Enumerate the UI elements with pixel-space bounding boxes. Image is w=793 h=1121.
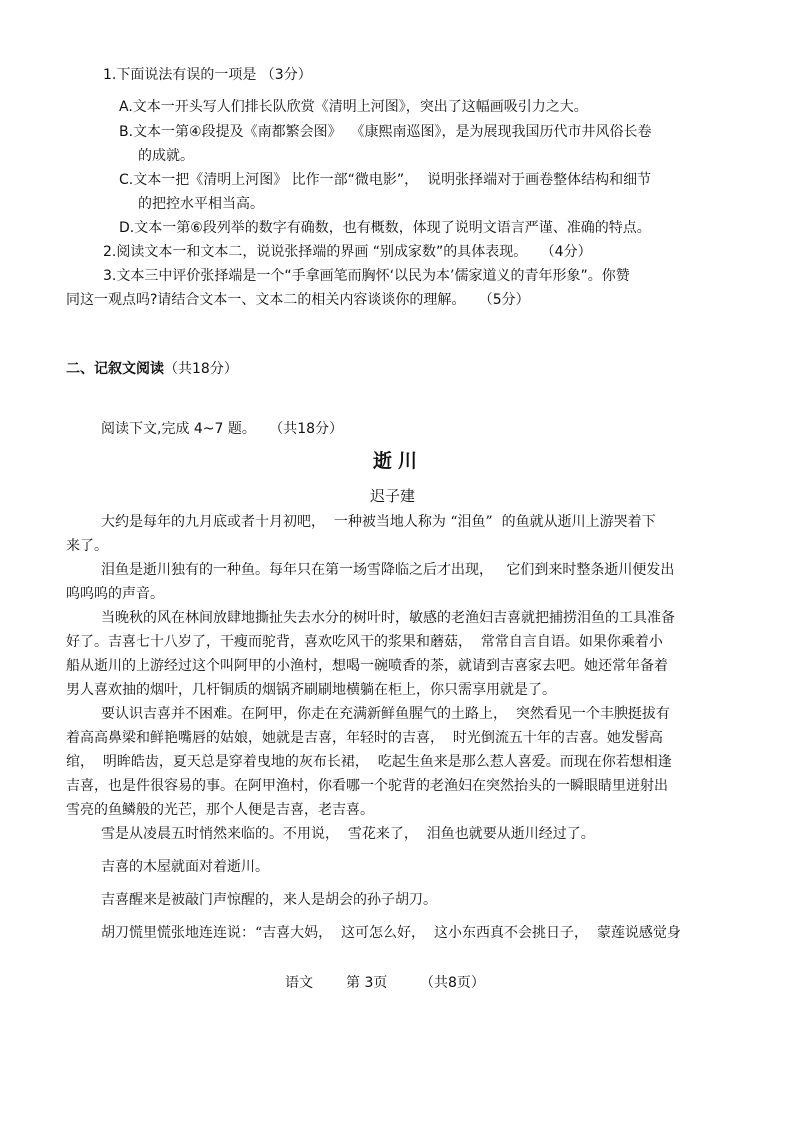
option-c-cont: 的把控水平相当高。 (138, 196, 264, 212)
story-line: 吉喜的木屋就面对着逝川。 (101, 859, 269, 875)
story-line: 好了。吉喜七十八岁了，干瘦而驼背，喜欢吃风干的浆果和蘑菇， 常常自言自语。如果你乘着小 (66, 634, 663, 650)
section-score: （共18分） (164, 361, 238, 377)
option-c: C.文本一把《清明上河图》 比作一部“微电影”， 说明张择端对于画卷整体结构和细节 (119, 172, 652, 188)
story-line: 胡刀慌里慌张地连连说：“吉喜大妈， 这可怎么好， 这小东西真不会挑日子， 蒙莲说感觉身 (101, 925, 681, 941)
footer-total: （共8页） (420, 975, 485, 991)
story-line: 吉喜，也是件很容易的事。在阿甲渔村，你看哪一个驼背的老渔妇在突然抬头的一瞬眼睛里迸射出 (66, 778, 668, 794)
option-d: D.文本一第⑥段列举的数字有确数，也有概数，体现了说明文语言严谨、准确的特点。 (119, 220, 651, 236)
section-title: 二、记叙文阅读 (66, 361, 164, 377)
option-b: B.文本一第④段提及《南都繁会图》 《康熙南巡图》，是为展现我国历代市井风俗长卷 (119, 124, 652, 140)
story-line: 吉喜醒来是被敲门声惊醒的，来人是胡会的孙子胡刀。 (101, 892, 437, 908)
option-b-cont: 的成就。 (138, 148, 194, 164)
question-2: 2.阅读文本一和文本二，说说张择端的界画 “别成家数”的具体表现。 （4分） (103, 244, 592, 260)
story-line: 雪是从凌晨五时悄然来临的。不用说， 雪花来了， 泪鱼也就要从逝川经过了。 (101, 826, 595, 842)
story-line: 泪鱼是逝川独有的一种鱼。每年只在第一场雪降临之后才出现， 它们到来时整条逝川便发出 (101, 562, 675, 578)
section-instruction: 阅读下文,完成 4~7 题。 （共18分） (101, 421, 344, 437)
footer-subject: 语文 (285, 975, 313, 991)
story-line: 绾， 明眸皓齿，夏天总是穿着曳地的灰布长裙， 吃起生鱼来是那么惹人喜爱。而现在你若想相逢 (66, 754, 672, 770)
question-1: 1.下面说法有误的一项是 （3分） (103, 67, 312, 83)
question-3: 3.文本三中评价张择端是一个“手拿画笔而胸怀‘以民为本’儒家道义的青年形象”。你赞 (103, 268, 630, 284)
story-line: 当晚秋的风在林间放肆地撕扯失去水分的树叶时，敏感的老渔妇吉喜就把捕捞泪鱼的工具准备 (101, 610, 675, 626)
story-author: 迟子建 (370, 487, 416, 505)
story-line: 大约是每年的九月底或者十月初吧， 一种被当地人称为 “泪鱼” 的鱼就从逝川上游哭着下 (101, 514, 656, 530)
story-line: 着高高鼻梁和鲜艳嘴唇的姑娘，她就是吉喜，年轻时的吉喜， 时光倒流五十年的吉喜。她发髻高 (66, 730, 663, 746)
option-a: A.文本一开头写人们排长队欣赏《清明上河图》，突出了这幅画吸引力之大。 (119, 99, 588, 115)
story-line: 雪亮的鱼鳞般的光芒，那个人便是吉喜，老吉喜。 (66, 802, 374, 818)
question-3-cont: 同这一观点吗?请结合文本一、文本二的相关内容谈谈你的理解。 （5分） (66, 292, 530, 308)
footer-page: 第 3页 (346, 975, 388, 991)
story-line: 船从逝川的上游经过这个叫阿甲的小渔村，想喝一碗喷香的茶，就请到吉喜家去吧。她还常年备着 (66, 658, 668, 674)
story-line: 呜呜呜的声音。 (66, 586, 164, 602)
story-title: 逝川 (373, 450, 424, 472)
section-heading (66, 360, 238, 378)
story-line: 来了。 (66, 538, 108, 554)
story-line: 要认识吉喜并不困难。在阿甲，你走在充满新鲜鱼腥气的土路上， 突然看见一个丰腴挺拔有 (101, 706, 670, 722)
story-line: 男人喜欢抽的烟叶，几杆铜质的烟锅齐刷刷地横躺在柜上，你只需享用就是了。 (66, 682, 556, 698)
